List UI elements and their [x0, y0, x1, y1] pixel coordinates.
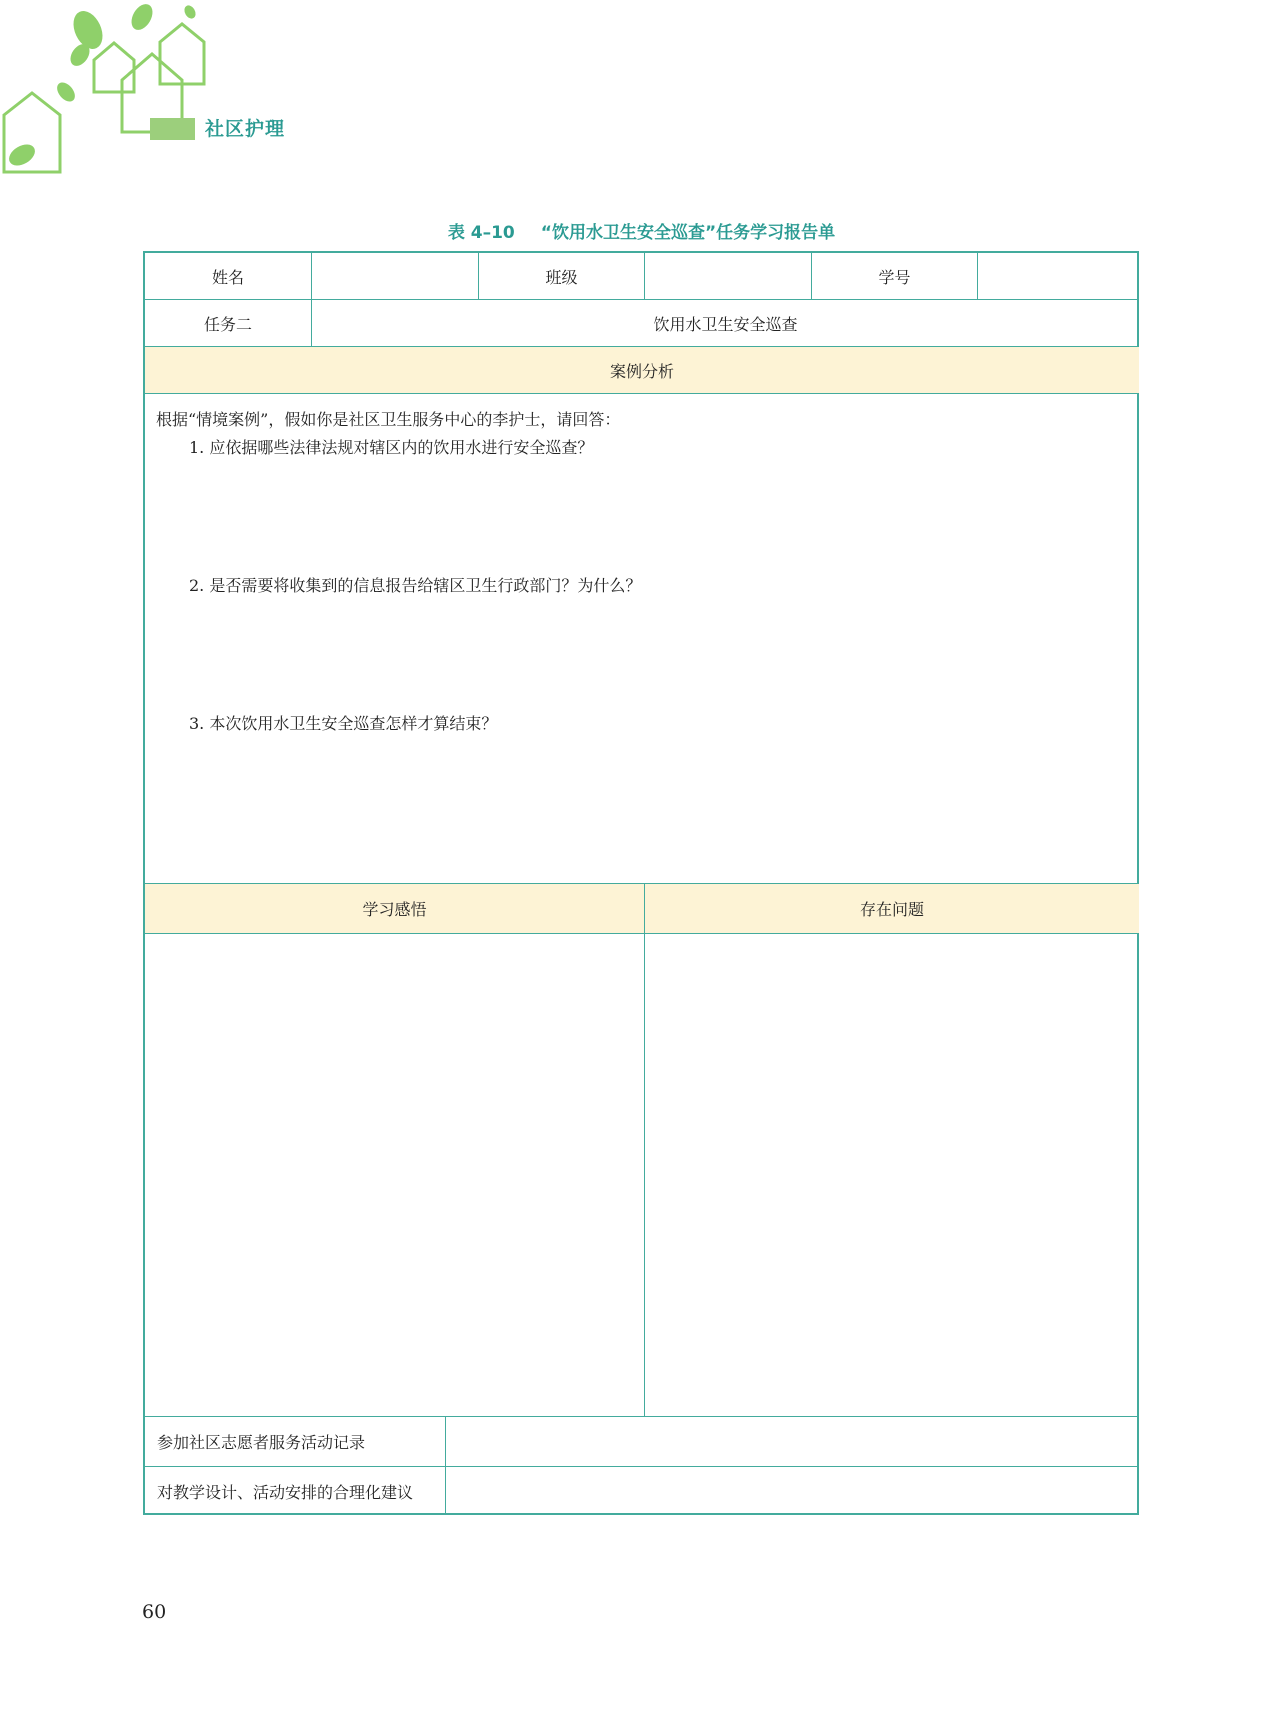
class-label: 班级 — [478, 253, 644, 299]
table-number: 表 4–10 — [447, 223, 515, 243]
table-caption — [143, 218, 1140, 243]
suggestion-field[interactable] — [445, 1466, 1139, 1515]
case-analysis-header: 案例分析 — [145, 346, 1139, 393]
question-3: 3. 本次饮用水卫生安全巡查怎样才算结束？ — [189, 714, 498, 733]
report-form — [143, 251, 1139, 1515]
question-2: 2. 是否需要将收集到的信息报告给辖区卫生行政部门？为什么？ — [189, 576, 642, 595]
task-value: 饮用水卫生安全巡查 — [311, 299, 1139, 346]
student-id-field[interactable] — [977, 253, 1139, 299]
page-number: 60 — [142, 1601, 167, 1623]
task-label: 任务二 — [145, 299, 311, 346]
volunteer-label: 参加社区志愿者服务活动记录 — [145, 1416, 445, 1466]
reflection-header: 学习感悟 — [145, 883, 644, 933]
class-field[interactable] — [644, 253, 811, 299]
section-title: 社区护理 — [205, 118, 286, 140]
volunteer-field[interactable] — [445, 1416, 1139, 1466]
header-accent-bar — [150, 118, 195, 140]
problems-header: 存在问题 — [644, 883, 1139, 933]
name-field[interactable] — [311, 253, 478, 299]
problems-area[interactable] — [644, 933, 1139, 1416]
question-1: 1. 应依据哪些法律法规对辖区内的饮用水进行安全巡查？ — [189, 438, 594, 457]
name-label: 姓名 — [211, 267, 244, 287]
table-title: “饮用水卫生安全巡查”任务学习报告单 — [540, 223, 836, 243]
case-intro: 根据“情境案例”，假如你是社区卫生服务中心的李护士，请回答： — [156, 410, 621, 429]
case-analysis-area[interactable] — [145, 393, 1139, 883]
house-leaf-decoration — [0, 0, 220, 180]
reflection-area[interactable] — [145, 933, 644, 1416]
suggestion-label: 对教学设计、活动安排的合理化建议 — [145, 1466, 445, 1515]
student-id-label: 学号 — [811, 253, 977, 299]
